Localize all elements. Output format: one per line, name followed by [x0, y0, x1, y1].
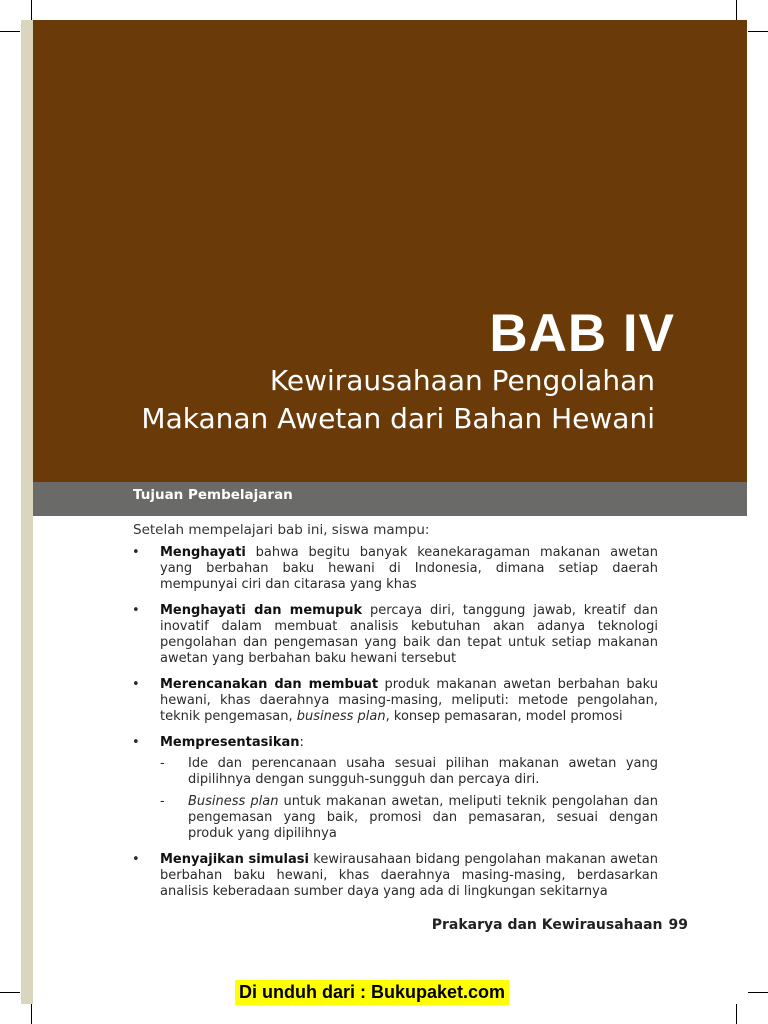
sub-list-item — [130, 794, 658, 842]
sub-list-item — [130, 756, 658, 788]
page-number: 99 — [668, 917, 688, 933]
item-text: , konsep pemasaran, model promosi — [385, 709, 623, 724]
item-keyword: Menyajikan simulasi — [160, 852, 309, 867]
page-footer — [432, 917, 688, 933]
chapter-label: BAB IV — [489, 304, 675, 363]
item-text: percaya diri, tanggung jawab, kreatif dan inovatif dalam membuat analisis kebutuhan akan adanya teknologi pengolahan dan pengemasan yang baik dan tepat untuk setiap makanan awetan yang berbahan baku hewani tersebut — [160, 603, 658, 666]
crop-mark — [31, 1004, 32, 1024]
sub-item-text: untuk makanan awetan, meliputi teknik pengolahan dan pengemasan yang baik, promosi dan pemasaran, sesuai dengan produk yang dipilihnya — [188, 794, 659, 841]
bullet-icon: • — [132, 545, 140, 560]
objectives-list — [130, 545, 658, 910]
chapter-subtitle-line1: Kewirausahaan Pengolahan — [269, 364, 655, 397]
book-title: Prakarya dan Kewirausahaan — [431, 917, 663, 933]
item-text: produk makanan awetan berbahan baku hewani, khas daerahnya masing-masing, meliputi: metode pengolahan, teknik pengemasan, — [160, 677, 658, 724]
crop-mark — [31, 0, 32, 20]
objectives-heading: Tujuan Pembelajaran — [133, 487, 293, 503]
sub-item-text: Ide dan perencanaan usaha sesuai pilihan makanan awetan yang dipilihnya dengan sungguh-sungguh dan percaya diri. — [188, 756, 658, 787]
dash-marker: - — [160, 794, 165, 809]
crop-mark — [736, 0, 737, 20]
sub-item-italic: Business plan — [188, 794, 279, 809]
bullet-icon: • — [132, 603, 140, 618]
objectives-intro: Setelah mempelajari bab ini, siswa mampu: — [133, 522, 430, 538]
item-keyword: Merencanakan dan membuat — [160, 677, 379, 692]
list-item — [130, 735, 658, 751]
item-keyword: Menghayati — [160, 545, 246, 560]
list-item — [130, 545, 658, 593]
crop-mark — [0, 31, 20, 32]
item-text: : — [299, 735, 304, 750]
item-italic: business plan — [296, 709, 386, 724]
crop-mark — [0, 992, 20, 993]
item-keyword: Mempresentasikan — [160, 735, 300, 750]
list-item — [130, 677, 658, 725]
list-item — [130, 603, 658, 667]
bullet-icon: • — [132, 677, 140, 692]
list-item — [130, 852, 658, 900]
crop-mark — [748, 992, 768, 993]
bullet-icon: • — [132, 735, 140, 750]
item-keyword: Menghayati dan memupuk — [160, 603, 363, 618]
side-strip — [21, 20, 33, 1004]
crop-mark — [748, 31, 768, 32]
crop-mark — [736, 1004, 737, 1024]
item-text: kewirausahaan bidang pengolahan makanan awetan berbahan baku hewani, khas daerahnya masing-masing, berdasarkan analisis keberadaan sumber daya yang ada di lingkungan sekitarnya — [160, 852, 658, 899]
item-text: bahwa begitu banyak keanekaragaman makanan awetan yang berbahan baku hewani di Indonesia, dimana setiap daerah mempunyai ciri dan citarasa yang khas — [160, 545, 658, 592]
dash-marker: - — [160, 756, 165, 771]
chapter-subtitle-line2: Makanan Awetan dari Bahan Hewani — [141, 402, 655, 435]
download-note: Di unduh dari : Bukupaket.com — [235, 980, 509, 1005]
bullet-icon: • — [132, 852, 140, 867]
